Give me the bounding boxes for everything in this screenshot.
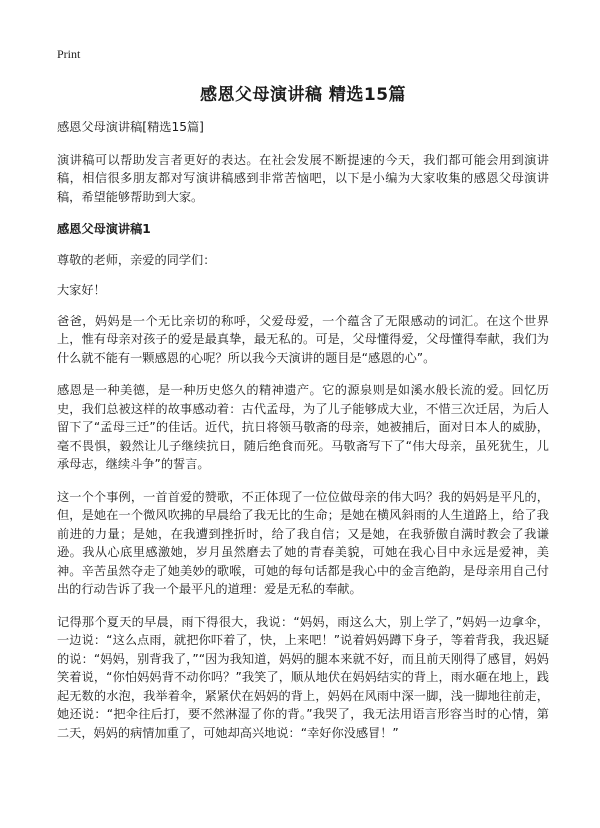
document-title: 感恩父母演讲稿 精选15篇 (199, 85, 407, 105)
body-paragraph: 记得那个夏天的早晨，雨下得很大，我说：“妈妈，雨这么大，别上学了，”妈妈一边拿伞，一边说：“这么点雨，就把你吓着了，快，上来吧！”说着妈妈蹲下身子，等着背我，我迟疑的说：“妈妈，别背我了，”“因为我知道，妈妈的腿本来就不好，而且前天刚得了感冒，妈妈笑着说，“你怕妈妈背不动你吗？”我笑了，顺从地伏在妈妈结实的背上，雨水砸在地上，践起无数的水泡，我举着伞，紧紧伏在妈妈的背上，妈妈在风雨中深一脚，浅一脚地往前走，她还说：“把伞往后打，要不然淋湿了你的背。”我哭了，我无法用语言形容当时的心情，第二天，妈妈的病情加重了，可她却高兴地说：“幸好你没感冒！” (57, 614, 549, 740)
body-paragraph: 这一个个事例，一首首爱的赞歌，不正体现了一位位做母亲的伟大吗？我的妈妈是平凡的，但，是她在一个微风吹拂的早晨给了我无比的生命；是她在横风斜雨的人生道路上，给了我前进的力量；是她，在我遭到挫折时，给了我自信；又是她，在我骄傲自满时教会了我谦逊。我从心底里感激她，岁月虽然磨去了她的青春美貌，可她在我心目中永远是爱神，美神。辛苦虽然夺走了她美妙的歌喉，可她的每句话都是我心中的金言绝韵，是母亲用自己付出的行动告诉了我一个最平凡的道理：爱是无私的奉献。 (57, 489, 549, 596)
body-paragraph: 爸爸，妈妈是一个无比亲切的称呼，父爱母爱，一个蕴含了无限感动的词汇。在这个世界上，惟有母亲对孩子的爱是最真挚，最无私的。可是，父母懂得爱，父母懂得奉献，我们为什么就不能有一颗感恩的心呢？所以我今天演讲的题目是“感恩的心”。 (57, 313, 549, 365)
document-body (57, 118, 549, 756)
section-heading: 感恩父母演讲稿1 (57, 222, 151, 236)
document-subtitle: 感恩父母演讲稿[精选15篇] (57, 120, 204, 134)
body-paragraph: 感恩是一种美德，是一种历史悠久的精神遗产。它的源泉则是如溪水般长流的爱。回忆历史，我们总被这样的故事感动着：古代孟母，为了儿子能够成大业，不惜三次迁居，为后人留下了“孟母三迁”的佳话。近代，抗日将领马敬斋的母亲，她被捕后，面对日本人的威胁，毫不畏惧，毅然让儿子继续抗日，随后绝食而死。马敬斋写下了“伟大母亲，虽死犹生，儿承母志，继续斗争”的誓言。 (57, 383, 549, 471)
intro-paragraph: 演讲稿可以帮助发言者更好的表达。在社会发展不断提速的今天，我们都可能会用到演讲稿，相信很多朋友都对写演讲稿感到非常苦恼吧，以下是小编为大家收集的感恩父母演讲稿，希望能够帮助到大家。 (57, 152, 549, 204)
greeting-line: 尊敬的老师，亲爱的同学们： (57, 252, 216, 267)
hello-line: 大家好！ (57, 283, 106, 297)
print-label: Print (57, 47, 81, 61)
